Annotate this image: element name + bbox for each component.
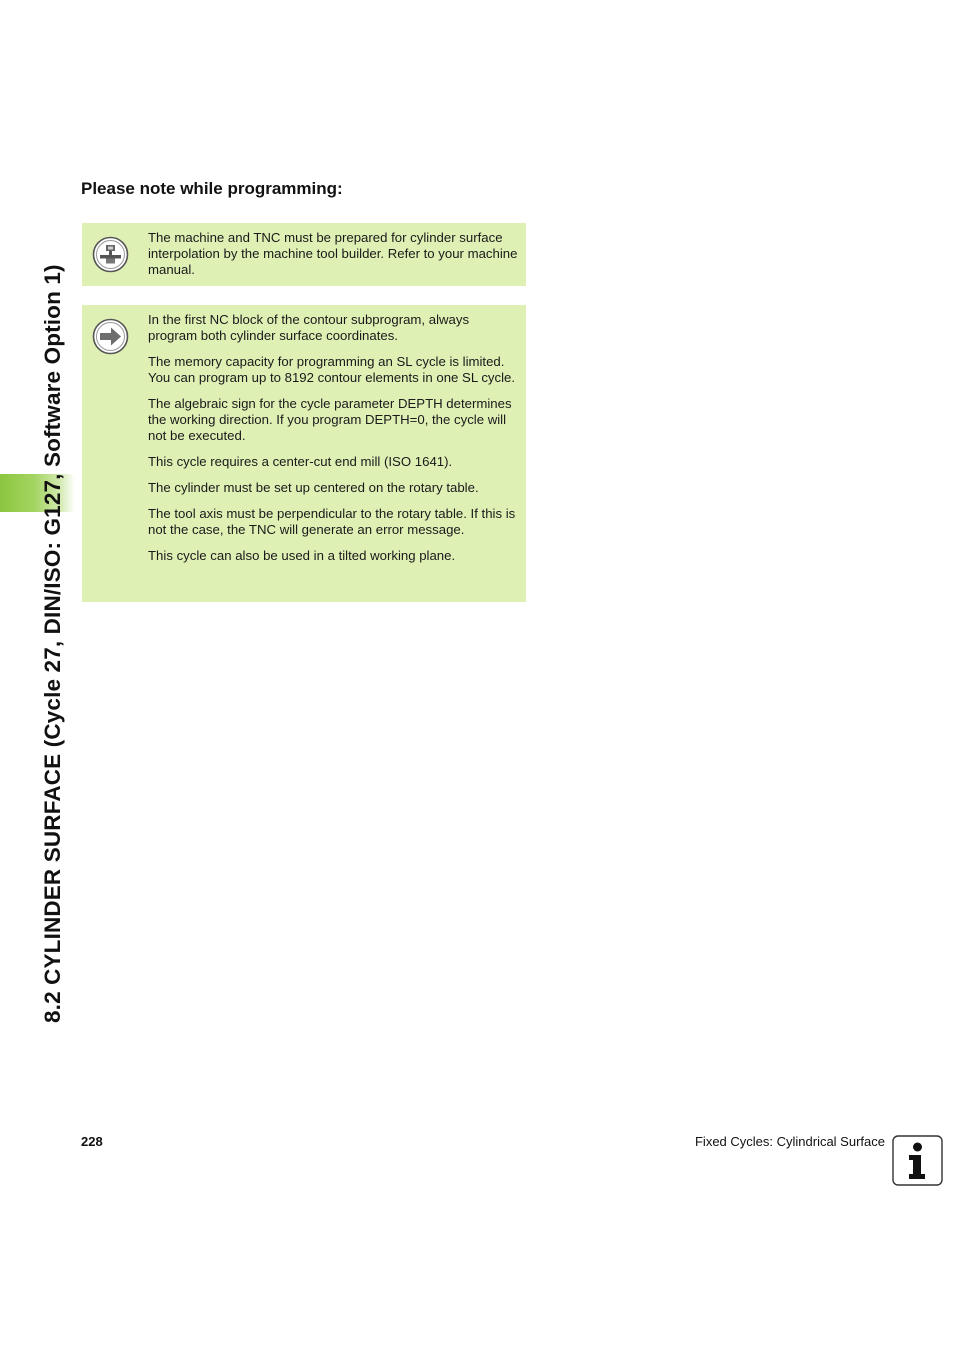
arrow-right-icon [92, 318, 129, 355]
note-paragraph: This cycle requires a center-cut end mill (ISO 1641). [148, 454, 453, 469]
note-paragraph: This cycle can also be used in a tilted working plane. [148, 548, 456, 563]
chapter-label: Fixed Cycles: Cylindrical Surface [694, 1134, 885, 1149]
machine-note-text: The machine and TNC must be prepared for cylinder surface interpolation by the machine tool builder. Refer to your machine manual. [148, 230, 518, 277]
programming-notes-list [148, 312, 520, 564]
programming-notes-box [82, 305, 526, 602]
note-paragraph: In the first NC block of the contour subprogram, always program both cylinder surface coordinates. [148, 312, 470, 343]
info-icon[interactable] [892, 1135, 943, 1186]
note-paragraph: The cylinder must be set up centered on the rotary table. [148, 480, 479, 495]
section-heading: Please note while programming: [81, 179, 343, 198]
note-paragraph: The algebraic sign for the cycle parameter DEPTH determines the working direction. If you program DEPTH=0, the cycle will not be executed. [148, 396, 512, 443]
machine-note-box [82, 223, 526, 286]
note-paragraph: The memory capacity for programming an SL cycle is limited. You can program up to 8192 contour elements in one SL cycle. [148, 354, 516, 385]
section-side-title: 8.2 CYLINDER SURFACE (Cycle 27, DIN/ISO: G127, Software Option 1) [40, 264, 65, 1023]
note-paragraph: The tool axis must be perpendicular to the rotary table. If this is not the case, the TNC will generate an error message. [148, 506, 516, 537]
page-number: 228 [81, 1134, 103, 1149]
machine-manual-icon [92, 236, 129, 273]
